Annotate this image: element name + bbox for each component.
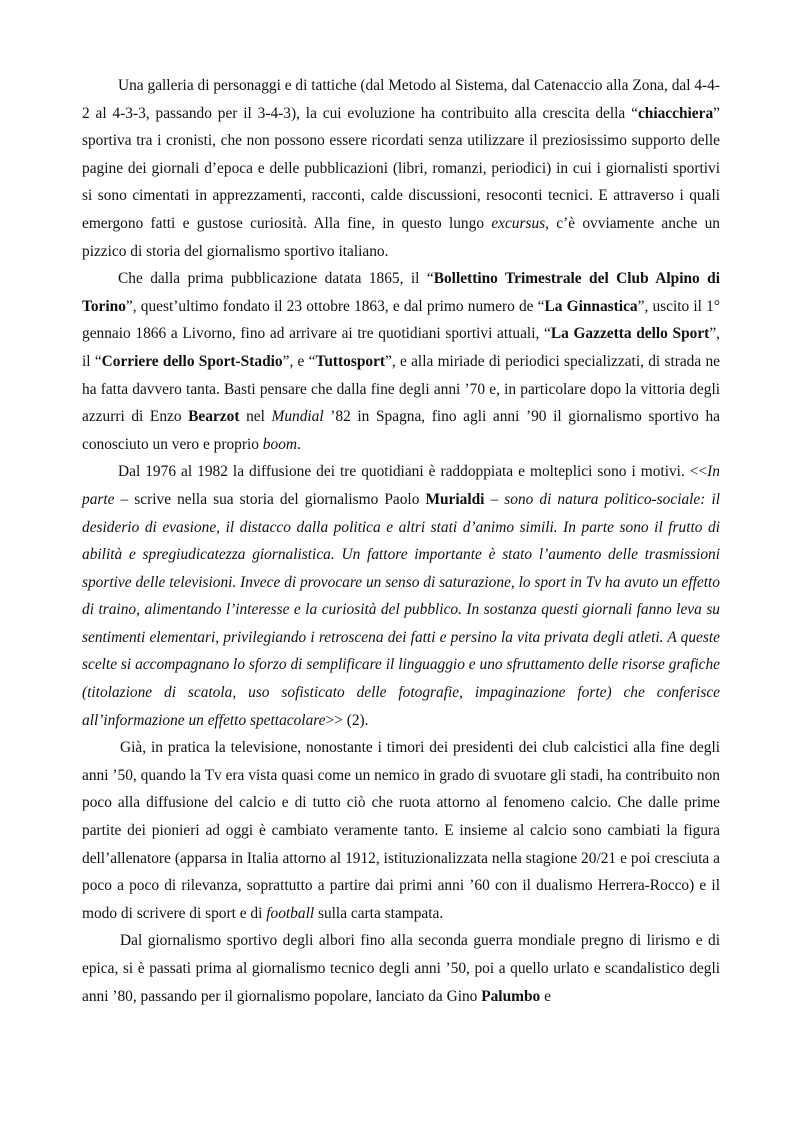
text-run: ’82 in Spagna, fino agli anni ’90 il giornalismo sportivo ha conosciuto un vero e proprio xyxy=(82,408,721,453)
text-run: , c’è ovviamente anche un pizzico di storia del giornalismo sportivo italiano. xyxy=(82,214,720,260)
paragraph-giornalismo xyxy=(82,927,720,1010)
paragraph-diffusione xyxy=(82,458,720,734)
text-run: ”, quest’ultimo fondato il 23 ottobre 1863, e dal primo numero de “ xyxy=(125,297,545,315)
text-run: . xyxy=(297,435,301,453)
text-run: sulla carta stampata. xyxy=(314,904,444,922)
text-run: ”, il “ xyxy=(82,325,720,370)
bold-text: Palumbo xyxy=(481,987,541,1005)
paragraph-televisione xyxy=(82,734,720,927)
italic-text: sono di natura politico-sociale: il desiderio di evasione, il distacco dalla politica e altri stati d’animo simili. In parte sono il frutto di abilità e spregiudicatezza giornalistica. Un fattore importante è stato l’aumento delle trasmissioni sportive delle televisioni. Invece di provocare un senso di saturazione, lo sport in Tv ha avuto un effetto di traino, alimentando l’interesse e la curiosità del pubblico. In sostanza questi giornali fanno leva su sentimenti elementari, privilegiando i retroscena dei fatti e persino la vita privata degli atleti. A queste scelte si accompagnano lo sforzo di semplificare il linguaggio e uno sfruttamento delle risorse grafiche (titolazione di scatola, uso sofisticato delle fotografie, impaginazione forte) che conferisce all’informazione un effetto spettacolare xyxy=(82,490,721,729)
text-run: e xyxy=(540,987,551,1005)
bold-text: Murialdi xyxy=(425,490,485,508)
text-run: ”, e “ xyxy=(282,352,316,370)
bold-text: La Gazzetta dello Sport xyxy=(550,325,710,343)
bold-text: Corriere dello Sport-Stadio xyxy=(101,352,283,370)
text-run: Già, in pratica la televisione, nonostante i timori dei presidenti dei club calcistici alla fine degli anni ’50, quando la Tv era vista quasi come un nemico in grado di svuotare gli stadi, ha contribuito non poco alla diffusione del calcio e di tutto ciò che ruota attorno al fenomeno calcio. Che dalle prime partite dei pionieri ad oggi è cambiato veramente tanto. E insieme al calcio sono cambiati la figura dell’allenatore (apparsa in Italia attorno al 1912, istituzionalizzata nella stagione 20/21 e poi cresciuta a poco a poco di rilevanza, soprattutto a partire dai primi anni ’60 con il dualismo Herrera-Rocco) e il modo di scrivere di sport e di xyxy=(82,739,720,922)
text-run: ” sportiva tra i cronisti, che non possono essere ricordati senza utilizzare il preziosissimo supporto delle pagine dei giornali d’epoca e delle pubblicazioni (libri, romanzi, periodici) in cui i giornalisti sportivi si sono cimentati in apprezzamenti, racconti, calde discussioni, resoconti tecnici. E attraverso i quali emergono fatti e gustose curiosità. Alla fine, in questo lungo xyxy=(82,104,720,232)
bold-text: chiacchiera xyxy=(637,104,714,122)
text-run: ”, uscito il 1° gennaio 1866 a Livorno, fino ad arrivare ai tre quotidiani sportivi attuali, “ xyxy=(82,297,720,343)
text-run: ”, e alla miriade di periodici specializzati, di strada ne ha fatta davvero tanta. Basti pensare che dalla fine degli anni ’70 e, in particolare dopo la vittoria degli azzurri di Enzo xyxy=(82,352,720,426)
italic-text: Mundial xyxy=(271,408,324,426)
text-run: – scrive nella sua storia del giornalismo Paolo xyxy=(114,490,426,508)
text-run: nel xyxy=(239,408,272,426)
italic-text: In parte xyxy=(82,463,720,508)
paragraph-bollettino xyxy=(82,265,720,458)
bold-text: La Ginnastica xyxy=(544,297,638,315)
bold-text: Tuttosport xyxy=(315,352,386,370)
italic-text: football xyxy=(266,904,315,922)
text-run: Dal giornalismo sportivo degli albori fino alla seconda guerra mondiale pregno di lirismo e di epica, si è passati prima al giornalismo tecnico degli anni ’50, poi a quello urlato e scandalistico degli anni ’80, passando per il giornalismo popolare, lanciato da Gino xyxy=(82,932,720,1005)
bold-text: Bollettino Trimestrale del Club Alpino di Torino xyxy=(82,270,720,315)
text-run: >> (2). xyxy=(325,711,369,729)
text-run: Dal 1976 al 1982 la diffusione dei tre quotidiani è raddoppiata e molteplici sono i motivi. << xyxy=(118,463,708,481)
text-run: – xyxy=(484,490,505,508)
bold-text: Bearzot xyxy=(188,408,240,426)
italic-text: boom xyxy=(262,435,297,453)
italic-text: excursus xyxy=(491,214,546,232)
body-text xyxy=(82,72,720,1010)
text-run: Una galleria di personaggi e di tattiche (dal Metodo al Sistema, dal Catenaccio alla Zona, dal 4-4-2 al 4-3-3, passando per il 3-4-3), la cui evoluzione ha contribuito alla crescita della “ xyxy=(82,77,720,122)
text-run: Che dalla prima pubblicazione datata 1865, il “ xyxy=(118,270,434,288)
paragraph-galleria xyxy=(82,72,720,265)
